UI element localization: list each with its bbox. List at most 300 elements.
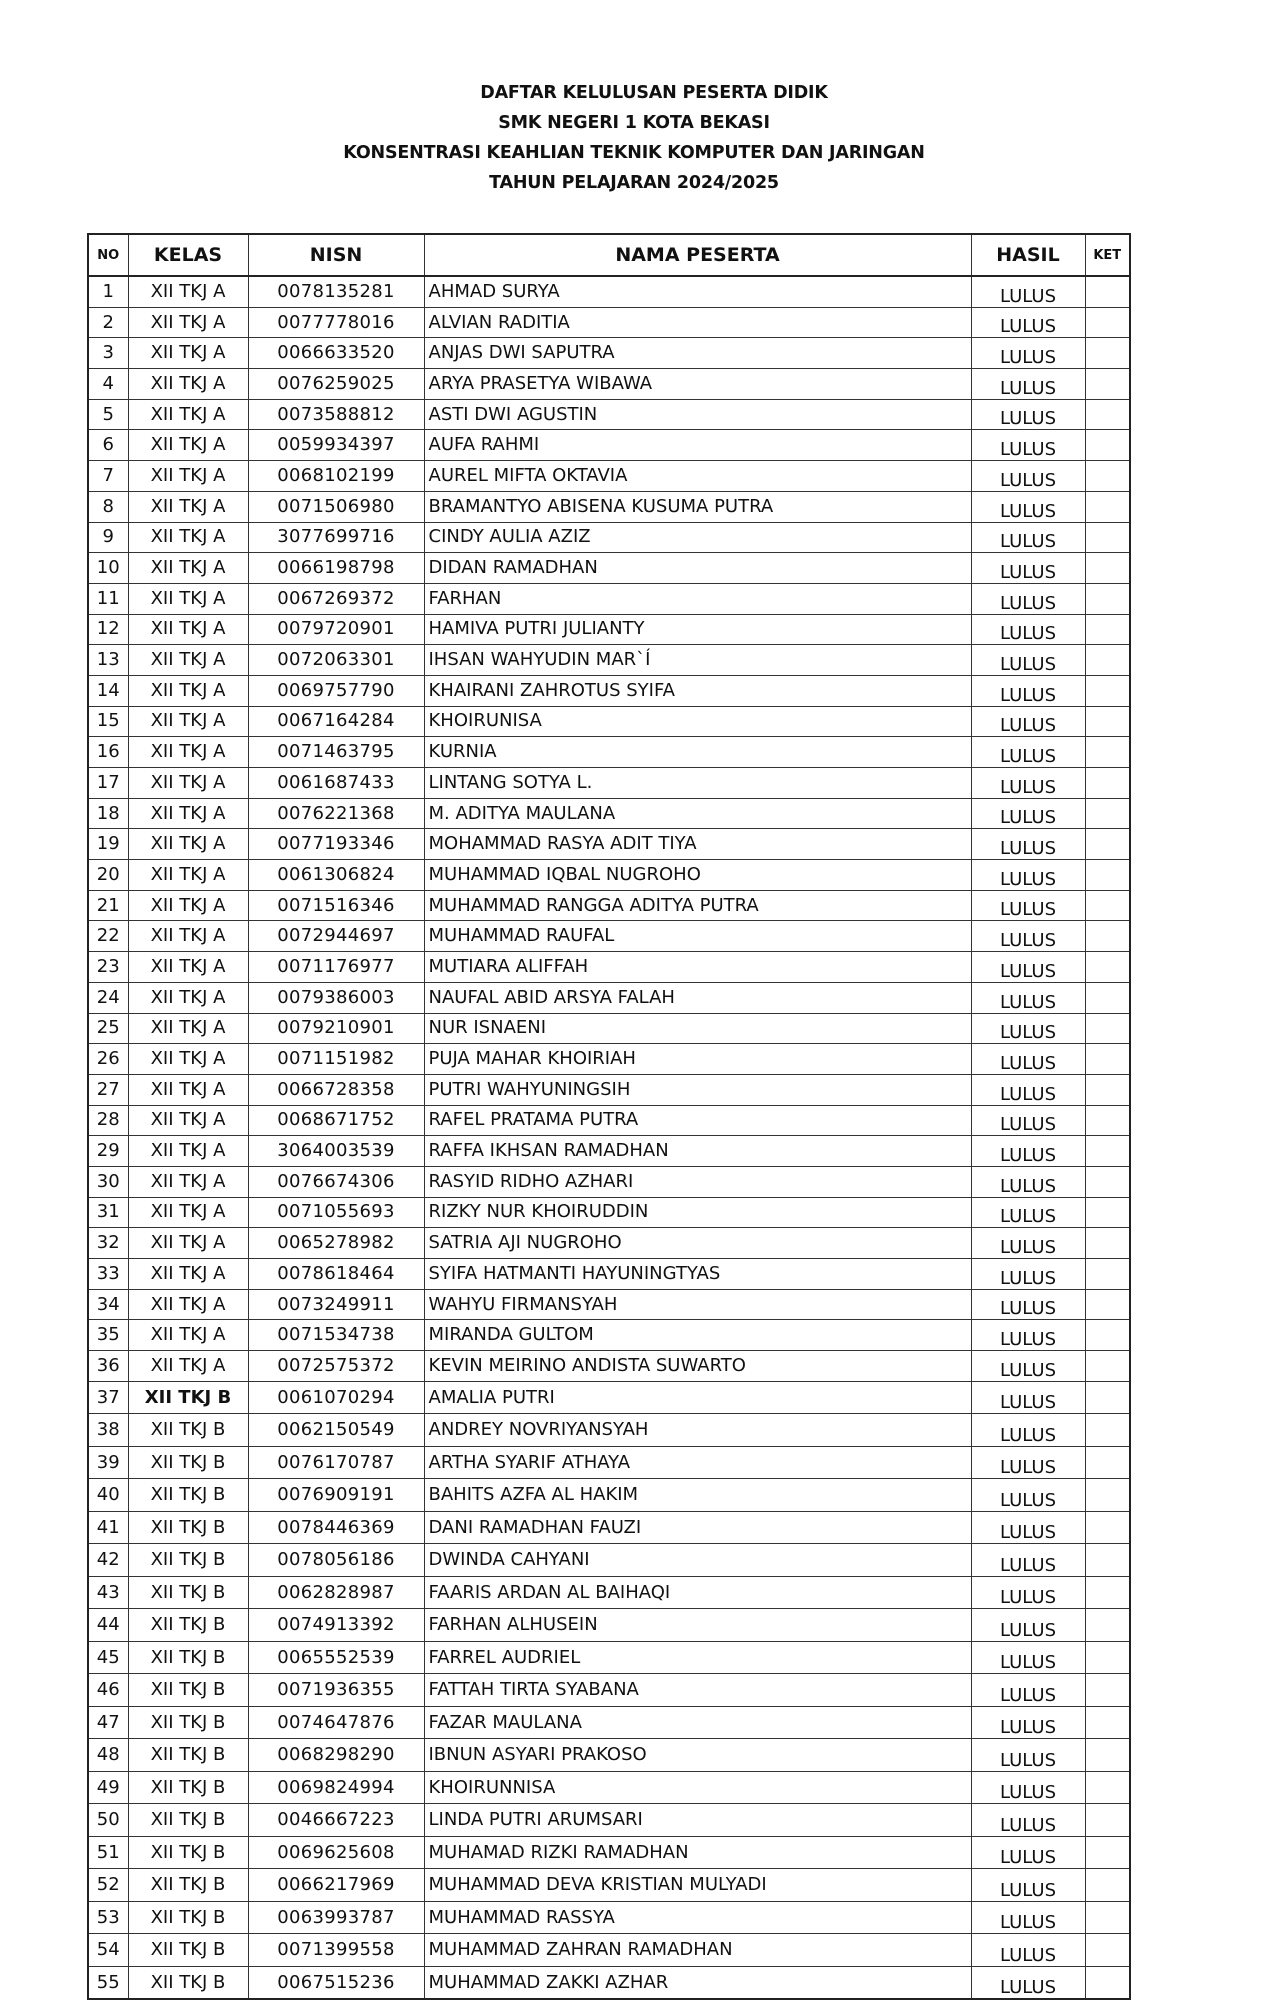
cell-kelas: XII TKJ A (128, 369, 248, 400)
cell-kelas: XII TKJ A (128, 553, 248, 584)
table-body (88, 276, 1130, 1999)
cell-nisn: 0078446369 (248, 1511, 424, 1544)
cell-ket (1085, 1739, 1130, 1772)
cell-kelas: XII TKJ B (128, 1641, 248, 1674)
cell-no: 22 (88, 921, 128, 952)
cell-no: 47 (88, 1706, 128, 1739)
cell-no: 52 (88, 1869, 128, 1902)
cell-ket (1085, 675, 1130, 706)
cell-no: 18 (88, 798, 128, 829)
cell-hasil: LULUS (971, 952, 1085, 983)
cell-nama-peserta: HAMIVA PUTRI JULIANTY (424, 614, 971, 645)
table-row (88, 1197, 1130, 1228)
table-row (88, 614, 1130, 645)
cell-no: 26 (88, 1044, 128, 1075)
cell-no: 4 (88, 369, 128, 400)
cell-hasil: LULUS (971, 860, 1085, 891)
cell-hasil: LULUS (971, 829, 1085, 860)
cell-nisn: 0071463795 (248, 737, 424, 768)
cell-nama-peserta: FARHAN (424, 583, 971, 614)
cell-hasil: LULUS (971, 338, 1085, 369)
cell-ket (1085, 276, 1130, 307)
cell-no: 41 (88, 1511, 128, 1544)
cell-hasil: LULUS (971, 522, 1085, 553)
cell-nama-peserta: ANJAS DWI SAPUTRA (424, 338, 971, 369)
cell-ket (1085, 1674, 1130, 1707)
cell-no: 49 (88, 1771, 128, 1804)
cell-nama-peserta: FAARIS ARDAN AL BAIHAQI (424, 1576, 971, 1609)
cell-no: 13 (88, 645, 128, 676)
cell-nisn: 0061306824 (248, 860, 424, 891)
cell-nisn: 0077193346 (248, 829, 424, 860)
cell-no: 19 (88, 829, 128, 860)
cell-nisn: 0062150549 (248, 1414, 424, 1447)
cell-nisn: 3077699716 (248, 522, 424, 553)
cell-nama-peserta: RIZKY NUR KHOIRUDDIN (424, 1197, 971, 1228)
cell-ket (1085, 1511, 1130, 1544)
table-row (88, 768, 1130, 799)
cell-nisn: 0079720901 (248, 614, 424, 645)
cell-no: 20 (88, 860, 128, 891)
cell-kelas: XII TKJ A (128, 952, 248, 983)
cell-nisn: 0068102199 (248, 461, 424, 492)
document-title: DAFTAR KELULUSAN PESERTA DIDIK (480, 83, 828, 103)
table-row (88, 338, 1130, 369)
cell-no: 2 (88, 307, 128, 338)
table-row (88, 1836, 1130, 1869)
cell-no: 30 (88, 1166, 128, 1197)
cell-no: 48 (88, 1739, 128, 1772)
cell-nisn: 0073249911 (248, 1289, 424, 1320)
cell-nama-peserta: MUHAMAD RIZKI RAMADHAN (424, 1836, 971, 1869)
cell-no: 38 (88, 1414, 128, 1447)
table-row (88, 1289, 1130, 1320)
cell-hasil: LULUS (971, 461, 1085, 492)
cell-ket (1085, 1381, 1130, 1414)
cell-ket (1085, 461, 1130, 492)
cell-hasil: LULUS (971, 1414, 1085, 1447)
column-header-hasil: HASIL (971, 234, 1085, 276)
cell-nama-peserta: RAFFA IKHSAN RAMADHAN (424, 1136, 971, 1167)
cell-ket (1085, 1479, 1130, 1512)
cell-nisn: 0067164284 (248, 706, 424, 737)
cell-no: 11 (88, 583, 128, 614)
cell-nama-peserta: MUHAMMAD IQBAL NUGROHO (424, 860, 971, 891)
table-row (88, 860, 1130, 891)
cell-nisn: 0071534738 (248, 1320, 424, 1351)
cell-kelas: XII TKJ A (128, 614, 248, 645)
table-row (88, 1414, 1130, 1447)
cell-hasil: LULUS (971, 675, 1085, 706)
table-row (88, 982, 1130, 1013)
cell-hasil: LULUS (971, 1706, 1085, 1739)
table-row (88, 1136, 1130, 1167)
cell-nisn: 0076221368 (248, 798, 424, 829)
cell-hasil: LULUS (971, 1739, 1085, 1772)
cell-ket (1085, 1609, 1130, 1642)
table-row (88, 430, 1130, 461)
cell-hasil: LULUS (971, 1013, 1085, 1044)
cell-nama-peserta: BAHITS AZFA AL HAKIM (424, 1479, 971, 1512)
cell-nama-peserta: MUHAMMAD ZAHRAN RAMADHAN (424, 1934, 971, 1967)
cell-hasil: LULUS (971, 890, 1085, 921)
cell-nisn: 0063993787 (248, 1901, 424, 1934)
cell-nama-peserta: KHOIRUNNISA (424, 1771, 971, 1804)
cell-hasil: LULUS (971, 276, 1085, 307)
cell-no: 54 (88, 1934, 128, 1967)
cell-hasil: LULUS (971, 798, 1085, 829)
cell-nisn: 0076909191 (248, 1479, 424, 1512)
table-row (88, 1351, 1130, 1382)
cell-hasil: LULUS (971, 1446, 1085, 1479)
table-row (88, 522, 1130, 553)
table-row (88, 829, 1130, 860)
cell-ket (1085, 1836, 1130, 1869)
cell-ket (1085, 706, 1130, 737)
cell-kelas: XII TKJ A (128, 798, 248, 829)
table-row (88, 276, 1130, 307)
cell-ket (1085, 1136, 1130, 1167)
cell-nisn: 0071506980 (248, 491, 424, 522)
cell-nisn: 0079386003 (248, 982, 424, 1013)
cell-kelas: XII TKJ A (128, 1074, 248, 1105)
cell-kelas: XII TKJ A (128, 982, 248, 1013)
cell-nama-peserta: FATTAH TIRTA SYABANA (424, 1674, 971, 1707)
school-name: SMK NEGERI 1 KOTA BEKASI (498, 113, 770, 133)
table-row (88, 1544, 1130, 1577)
cell-hasil: LULUS (971, 1351, 1085, 1382)
cell-no: 24 (88, 982, 128, 1013)
cell-nisn: 0071516346 (248, 890, 424, 921)
cell-nisn: 0072063301 (248, 645, 424, 676)
cell-nisn: 0067515236 (248, 1966, 424, 1999)
cell-nisn: 0059934397 (248, 430, 424, 461)
cell-nama-peserta: IHSAN WAHYUDIN MAR`Í (424, 645, 971, 676)
cell-ket (1085, 860, 1130, 891)
cell-kelas: XII TKJ B (128, 1446, 248, 1479)
cell-nama-peserta: AUFA RAHMI (424, 430, 971, 461)
cell-no: 3 (88, 338, 128, 369)
cell-hasil: LULUS (971, 307, 1085, 338)
table-row (88, 1511, 1130, 1544)
cell-kelas: XII TKJ B (128, 1674, 248, 1707)
cell-ket (1085, 1869, 1130, 1902)
cell-ket (1085, 1228, 1130, 1259)
table-row (88, 921, 1130, 952)
table-row (88, 1166, 1130, 1197)
cell-ket (1085, 491, 1130, 522)
table-row (88, 1259, 1130, 1290)
cell-kelas: XII TKJ B (128, 1381, 248, 1414)
cell-nama-peserta: MUHAMMAD ZAKKI AZHAR (424, 1966, 971, 1999)
cell-hasil: LULUS (971, 1869, 1085, 1902)
cell-ket (1085, 1074, 1130, 1105)
cell-no: 29 (88, 1136, 128, 1167)
cell-ket (1085, 798, 1130, 829)
cell-nama-peserta: KURNIA (424, 737, 971, 768)
cell-kelas: XII TKJ A (128, 1320, 248, 1351)
cell-kelas: XII TKJ A (128, 645, 248, 676)
cell-nisn: 0078056186 (248, 1544, 424, 1577)
table-row (88, 1381, 1130, 1414)
table-row (88, 645, 1130, 676)
cell-nama-peserta: MOHAMMAD RASYA ADIT TIYA (424, 829, 971, 860)
cell-nama-peserta: KHOIRUNISA (424, 706, 971, 737)
cell-kelas: XII TKJ A (128, 1351, 248, 1382)
table-row (88, 675, 1130, 706)
cell-kelas: XII TKJ B (128, 1706, 248, 1739)
table-row (88, 553, 1130, 584)
cell-no: 31 (88, 1197, 128, 1228)
cell-nama-peserta: WAHYU FIRMANSYAH (424, 1289, 971, 1320)
cell-kelas: XII TKJ A (128, 430, 248, 461)
cell-nama-peserta: PUJA MAHAR KHOIRIAH (424, 1044, 971, 1075)
table-row (88, 798, 1130, 829)
graduation-table (87, 233, 1131, 2000)
table-row (88, 1771, 1130, 1804)
cell-kelas: XII TKJ A (128, 675, 248, 706)
cell-hasil: LULUS (971, 1228, 1085, 1259)
cell-nama-peserta: PUTRI WAHYUNINGSIH (424, 1074, 971, 1105)
cell-kelas: XII TKJ B (128, 1479, 248, 1512)
cell-nisn: 3064003539 (248, 1136, 424, 1167)
cell-no: 17 (88, 768, 128, 799)
cell-ket (1085, 768, 1130, 799)
cell-hasil: LULUS (971, 583, 1085, 614)
cell-nama-peserta: MIRANDA GULTOM (424, 1320, 971, 1351)
academic-year: TAHUN PELAJARAN 2024/2025 (489, 173, 779, 193)
cell-ket (1085, 645, 1130, 676)
cell-hasil: LULUS (971, 1320, 1085, 1351)
table-row (88, 1641, 1130, 1674)
cell-nisn: 0065552539 (248, 1641, 424, 1674)
cell-ket (1085, 1259, 1130, 1290)
cell-no: 53 (88, 1901, 128, 1934)
table-header-row (88, 234, 1130, 276)
cell-nama-peserta: AHMAD SURYA (424, 276, 971, 307)
cell-no: 46 (88, 1674, 128, 1707)
cell-ket (1085, 952, 1130, 983)
cell-hasil: LULUS (971, 1074, 1085, 1105)
cell-hasil: LULUS (971, 1259, 1085, 1290)
cell-nisn: 0068298290 (248, 1739, 424, 1772)
table-row (88, 1934, 1130, 1967)
cell-nisn: 0066633520 (248, 338, 424, 369)
cell-ket (1085, 1197, 1130, 1228)
cell-hasil: LULUS (971, 1136, 1085, 1167)
table-row (88, 1674, 1130, 1707)
cell-nisn: 0078618464 (248, 1259, 424, 1290)
cell-no: 50 (88, 1804, 128, 1837)
cell-kelas: XII TKJ A (128, 1105, 248, 1136)
table-row (88, 461, 1130, 492)
table-row (88, 399, 1130, 430)
program-name: KONSENTRASI KEAHLIAN TEKNIK KOMPUTER DAN JARINGAN (343, 143, 925, 163)
cell-nisn: 0071399558 (248, 1934, 424, 1967)
table-row (88, 1074, 1130, 1105)
cell-no: 35 (88, 1320, 128, 1351)
cell-ket (1085, 1771, 1130, 1804)
table-row (88, 1869, 1130, 1902)
cell-hasil: LULUS (971, 1674, 1085, 1707)
table-row (88, 890, 1130, 921)
cell-no: 42 (88, 1544, 128, 1577)
cell-ket (1085, 1706, 1130, 1739)
cell-nisn: 0071176977 (248, 952, 424, 983)
cell-nama-peserta: MUHAMMAD RASSYA (424, 1901, 971, 1934)
cell-ket (1085, 829, 1130, 860)
cell-hasil: LULUS (971, 1381, 1085, 1414)
table-row (88, 1044, 1130, 1075)
table-row (88, 1966, 1130, 1999)
cell-ket (1085, 890, 1130, 921)
cell-nama-peserta: M. ADITYA MAULANA (424, 798, 971, 829)
cell-ket (1085, 522, 1130, 553)
cell-no: 39 (88, 1446, 128, 1479)
cell-kelas: XII TKJ A (128, 890, 248, 921)
cell-hasil: LULUS (971, 645, 1085, 676)
cell-no: 51 (88, 1836, 128, 1869)
column-header-nisn: NISN (248, 234, 424, 276)
cell-nisn: 0069824994 (248, 1771, 424, 1804)
cell-nama-peserta: DIDAN RAMADHAN (424, 553, 971, 584)
cell-nama-peserta: RAFEL PRATAMA PUTRA (424, 1105, 971, 1136)
cell-no: 40 (88, 1479, 128, 1512)
table-row (88, 952, 1130, 983)
cell-no: 1 (88, 276, 128, 307)
cell-ket (1085, 1901, 1130, 1934)
cell-nama-peserta: ALVIAN RADITIA (424, 307, 971, 338)
cell-kelas: XII TKJ A (128, 860, 248, 891)
cell-kelas: XII TKJ B (128, 1804, 248, 1837)
cell-ket (1085, 1641, 1130, 1674)
cell-nama-peserta: MUTIARA ALIFFAH (424, 952, 971, 983)
cell-ket (1085, 921, 1130, 952)
cell-ket (1085, 1289, 1130, 1320)
cell-hasil: LULUS (971, 399, 1085, 430)
table-row (88, 737, 1130, 768)
table-row (88, 1479, 1130, 1512)
cell-no: 14 (88, 675, 128, 706)
cell-nisn: 0062828987 (248, 1576, 424, 1609)
table-row (88, 583, 1130, 614)
cell-nama-peserta: SYIFA HATMANTI HAYUNINGTYAS (424, 1259, 971, 1290)
cell-no: 43 (88, 1576, 128, 1609)
cell-kelas: XII TKJ A (128, 1044, 248, 1075)
cell-nama-peserta: IBNUN ASYARI PRAKOSO (424, 1739, 971, 1772)
cell-nama-peserta: NAUFAL ABID ARSYA FALAH (424, 982, 971, 1013)
cell-ket (1085, 737, 1130, 768)
cell-nama-peserta: MUHAMMAD RANGGA ADITYA PUTRA (424, 890, 971, 921)
cell-hasil: LULUS (971, 768, 1085, 799)
cell-no: 36 (88, 1351, 128, 1382)
cell-nisn: 0066217969 (248, 1869, 424, 1902)
cell-hasil: LULUS (971, 614, 1085, 645)
cell-nama-peserta: FARHAN ALHUSEIN (424, 1609, 971, 1642)
cell-nisn: 0071936355 (248, 1674, 424, 1707)
cell-ket (1085, 1105, 1130, 1136)
table-row (88, 1576, 1130, 1609)
cell-kelas: XII TKJ B (128, 1869, 248, 1902)
cell-kelas: XII TKJ A (128, 829, 248, 860)
cell-no: 45 (88, 1641, 128, 1674)
cell-kelas: XII TKJ A (128, 461, 248, 492)
cell-ket (1085, 583, 1130, 614)
cell-hasil: LULUS (971, 706, 1085, 737)
cell-nisn: 0076259025 (248, 369, 424, 400)
cell-kelas: XII TKJ B (128, 1576, 248, 1609)
cell-no: 37 (88, 1381, 128, 1414)
cell-nisn: 0076170787 (248, 1446, 424, 1479)
cell-hasil: LULUS (971, 982, 1085, 1013)
cell-nisn: 0065278982 (248, 1228, 424, 1259)
cell-kelas: XII TKJ A (128, 1197, 248, 1228)
cell-ket (1085, 430, 1130, 461)
cell-ket (1085, 1446, 1130, 1479)
cell-kelas: XII TKJ A (128, 768, 248, 799)
cell-no: 44 (88, 1609, 128, 1642)
table-row (88, 491, 1130, 522)
cell-nama-peserta: DANI RAMADHAN FAUZI (424, 1511, 971, 1544)
cell-kelas: XII TKJ B (128, 1609, 248, 1642)
cell-kelas: XII TKJ B (128, 1836, 248, 1869)
cell-nama-peserta: ASTI DWI AGUSTIN (424, 399, 971, 430)
cell-no: 6 (88, 430, 128, 461)
cell-nisn: 0074647876 (248, 1706, 424, 1739)
cell-ket (1085, 1013, 1130, 1044)
cell-nama-peserta: LINDA PUTRI ARUMSARI (424, 1804, 971, 1837)
cell-nama-peserta: BRAMANTYO ABISENA KUSUMA PUTRA (424, 491, 971, 522)
table-row (88, 1446, 1130, 1479)
cell-ket (1085, 1804, 1130, 1837)
cell-ket (1085, 614, 1130, 645)
cell-kelas: XII TKJ A (128, 1289, 248, 1320)
cell-hasil: LULUS (971, 553, 1085, 584)
cell-nama-peserta: CINDY AULIA AZIZ (424, 522, 971, 553)
cell-nama-peserta: ARYA PRASETYA WIBAWA (424, 369, 971, 400)
cell-hasil: LULUS (971, 1804, 1085, 1837)
table-row (88, 1228, 1130, 1259)
table-row (88, 307, 1130, 338)
cell-nisn: 0079210901 (248, 1013, 424, 1044)
cell-kelas: XII TKJ A (128, 737, 248, 768)
cell-nama-peserta: KEVIN MEIRINO ANDISTA SUWARTO (424, 1351, 971, 1382)
cell-hasil: LULUS (971, 1044, 1085, 1075)
table-row (88, 1706, 1130, 1739)
cell-nama-peserta: AUREL MIFTA OKTAVIA (424, 461, 971, 492)
cell-no: 34 (88, 1289, 128, 1320)
cell-hasil: LULUS (971, 491, 1085, 522)
cell-ket (1085, 1044, 1130, 1075)
cell-hasil: LULUS (971, 1901, 1085, 1934)
cell-hasil: LULUS (971, 1197, 1085, 1228)
column-header-no: NO (88, 234, 128, 276)
document-header (0, 78, 1268, 198)
cell-kelas: XII TKJ A (128, 522, 248, 553)
cell-nisn: 0061070294 (248, 1381, 424, 1414)
cell-nisn: 0071151982 (248, 1044, 424, 1075)
cell-nisn: 0066198798 (248, 553, 424, 584)
table-row (88, 1739, 1130, 1772)
cell-nama-peserta: LINTANG SOTYA L. (424, 768, 971, 799)
cell-nisn: 0068671752 (248, 1105, 424, 1136)
cell-no: 21 (88, 890, 128, 921)
cell-ket (1085, 399, 1130, 430)
cell-no: 10 (88, 553, 128, 584)
cell-kelas: XII TKJ B (128, 1771, 248, 1804)
column-header-kelas: KELAS (128, 234, 248, 276)
cell-kelas: XII TKJ B (128, 1544, 248, 1577)
